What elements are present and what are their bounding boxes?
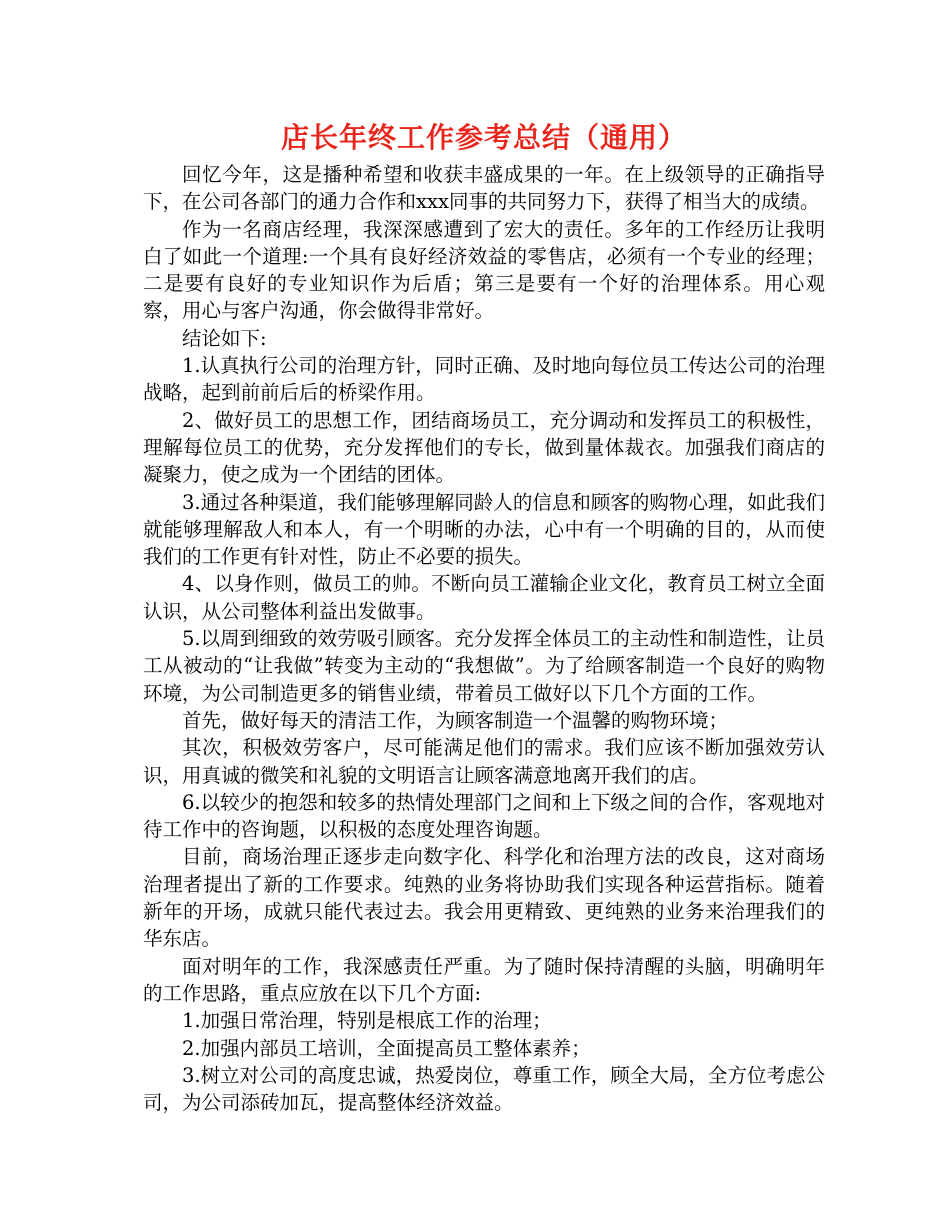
paragraph: 作为一名商店经理，我深深感遭到了宏大的责任。多年的工作经历让我明白了如此一个道理:一个具有良好经济效益的零售店，必须有一个专业的经理；二是要有良好的专业知识作为后盾；第三是要有一个好的治理体系。用心观察，用心与客户沟通，你会做得非常好。 — [143, 217, 825, 323]
paragraph: 结论如下: — [182, 326, 267, 350]
paragraph: 其次，积极效劳客户，尽可能满足他们的需求。我们应该不断加强效劳认识，用真诚的微笑和礼貌的文明语言让顾客满意地离开我们的店。 — [143, 736, 825, 787]
paragraph: 回忆今年，这是播种希望和收获丰盛成果的一年。在上级领导的正确指导下，在公司各部门的通力合作和xxx同事的共同努力下，获得了相当大的成绩。 — [143, 163, 825, 214]
paragraph: 2、做好员工的思想工作，团结商场员工，充分调动和发挥员工的积极性，理解每位员工的优势，充分发挥他们的专长，做到量体裁衣。加强我们商店的凝聚力，使之成为一个团结的团体。 — [143, 408, 825, 487]
paragraph: 5.以周到细致的效劳吸引顾客。充分发挥全体员工的主动性和制造性，让员工从被动的“让我做”转变为主动的“我想做”。为了给顾客制造一个良好的购物环境，为公司制造更多的销售业绩，带着员工做好以下几个方面的工作。 — [143, 627, 825, 705]
paragraph: 面对明年的工作，我深感责任严重。为了随时保持清醒的头脑，明确明年的工作思路，重点应放在以下几个方面: — [143, 954, 825, 1005]
paragraph: 目前，商场治理正逐步走向数字化、科学化和治理方法的改良，这对商场治理者提出了新的工作要求。纯熟的业务将协助我们实现各种运营指标。随着新年的开场，成就只能代表过去。我会用更精致、更纯熟的业务来治理我们的华东店。 — [143, 845, 825, 951]
document-page — [143, 118, 825, 1116]
paragraph: 3.树立对公司的高度忠诚，热爱岗位，尊重工作，顾全大局，全方位考虑公司，为公司添砖加瓦，提高整体经济效益。 — [143, 1063, 825, 1115]
paragraph: 6.以较少的抱怨和较多的热情处理部门之间和上下级之间的合作，客观地对待工作中的咨询题，以积极的态度处理咨询题。 — [143, 790, 825, 842]
document-body — [143, 161, 825, 1116]
paragraph: 3.通过各种渠道，我们能够理解同龄人的信息和顾客的购物心理，如此我们就能够理解敌人和本人，有一个明晰的办法，心中有一个明确的目的，从而使我们的工作更有针对性，防止不必要的损失。 — [143, 490, 825, 569]
paragraph: 4、以身作则，做员工的帅。不断向员工灌输企业文化，教育员工树立全面认识，从公司整体利益出发做事。 — [143, 572, 825, 623]
paragraph: 1.加强日常治理，特别是根底工作的治理； — [182, 1009, 552, 1033]
paragraph: 首先，做好每天的清洁工作，为顾客制造一个温馨的购物环境； — [182, 708, 729, 732]
paragraph: 2.加强内部员工培训，全面提高员工整体素养； — [182, 1036, 591, 1060]
document-title: 店长年终工作参考总结（通用） — [280, 121, 687, 154]
paragraph: 1.认真执行公司的治理方针，同时正确、及时地向每位员工传达公司的治理战略，起到前前后后的桥梁作用。 — [143, 354, 825, 405]
